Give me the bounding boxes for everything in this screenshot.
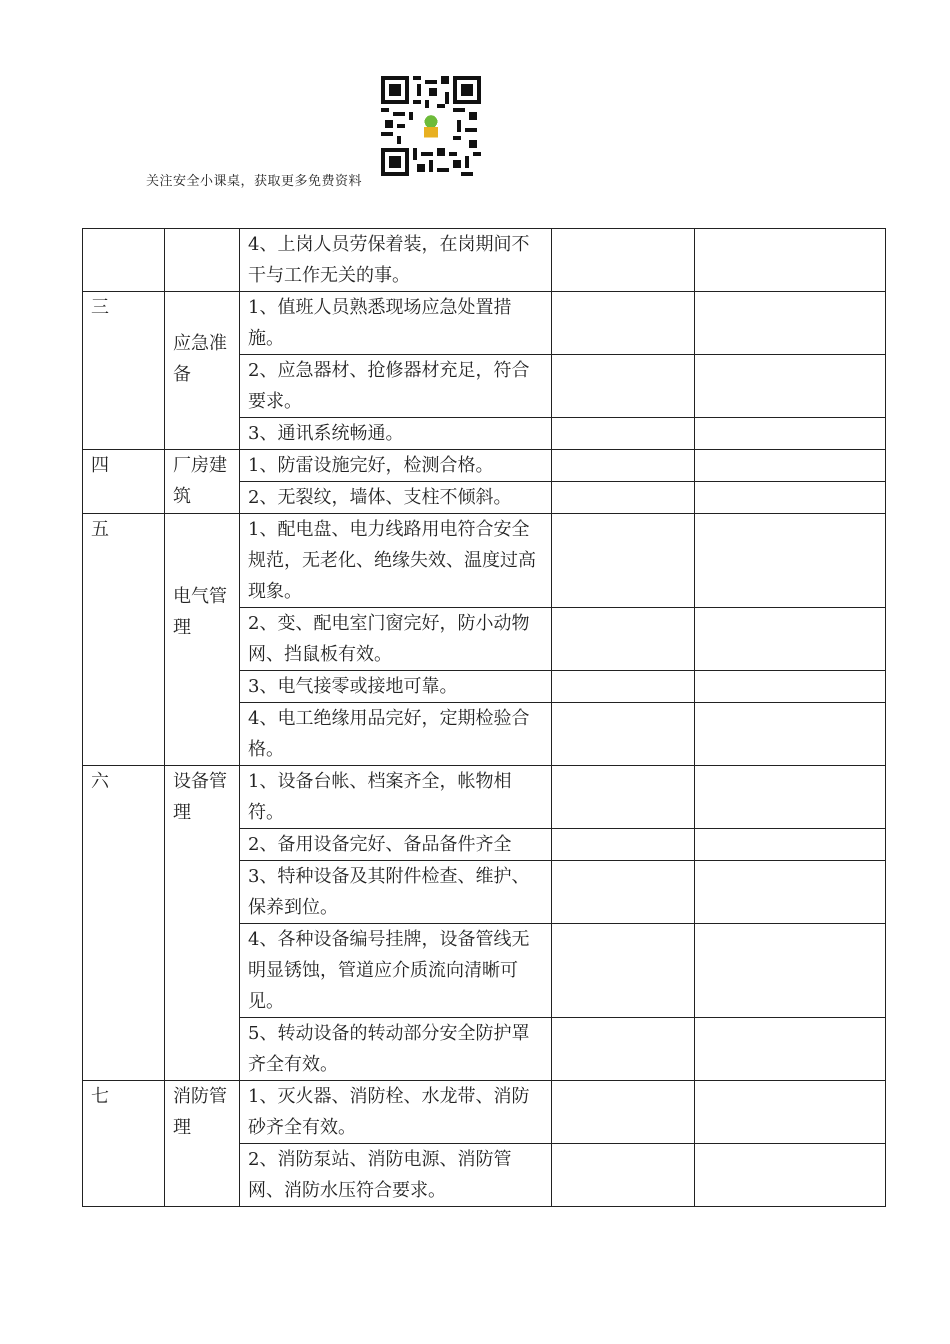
result-cell (552, 1144, 695, 1207)
result-cell (552, 418, 695, 450)
check-item: 1、灭火器、消防栓、水龙带、消防砂齐全有效。 (240, 1081, 552, 1144)
category: 厂房建筑 (165, 450, 240, 514)
check-item: 2、备用设备完好、备品备件齐全 (240, 829, 552, 861)
result-cell (552, 861, 695, 924)
result-cell (552, 608, 695, 671)
result-cell (552, 1018, 695, 1081)
remark-cell (695, 1081, 886, 1144)
row-number: 六 (83, 766, 165, 1081)
check-item: 4、电工绝缘用品完好，定期检验合格。 (240, 703, 552, 766)
check-item: 1、设备台帐、档案齐全，帐物相符。 (240, 766, 552, 829)
result-cell (552, 703, 695, 766)
remark-cell (695, 482, 886, 514)
remark-cell (695, 450, 886, 482)
remark-cell (695, 671, 886, 703)
follow-caption: 关注安全小课桌，获取更多免费资料 (146, 174, 363, 189)
remark-cell (695, 418, 886, 450)
result-cell (552, 292, 695, 355)
row-number (83, 229, 165, 292)
table-row (83, 514, 886, 608)
result-cell (552, 355, 695, 418)
category (165, 229, 240, 292)
check-item: 4、各种设备编号挂牌，设备管线无明显锈蚀，管道应介质流向清晰可见。 (240, 924, 552, 1018)
inspection-table (82, 228, 886, 1207)
category: 消防管理 (165, 1081, 240, 1207)
table-row (83, 1081, 886, 1144)
table-row (83, 229, 886, 292)
remark-cell (695, 514, 886, 608)
category: 设备管理 (165, 766, 240, 1081)
check-item: 1、配电盘、电力线路用电符合安全规范，无老化、绝缘失效、温度过高现象。 (240, 514, 552, 608)
check-item: 3、通讯系统畅通。 (240, 418, 552, 450)
row-number: 四 (83, 450, 165, 514)
result-cell (552, 671, 695, 703)
category: 电气管理 (165, 514, 240, 766)
check-item: 4、上岗人员劳保着装，在岗期间不干与工作无关的事。 (240, 229, 552, 292)
remark-cell (695, 924, 886, 1018)
category: 应急准备 (165, 292, 240, 450)
remark-cell (695, 1144, 886, 1207)
qr-code (381, 76, 481, 176)
table-row (83, 292, 886, 355)
row-number: 三 (83, 292, 165, 450)
result-cell (552, 514, 695, 608)
remark-cell (695, 292, 886, 355)
table-row (83, 450, 886, 482)
result-cell (552, 482, 695, 514)
check-item: 2、应急器材、抢修器材充足，符合要求。 (240, 355, 552, 418)
check-item: 2、变、配电室门窗完好，防小动物网、挡鼠板有效。 (240, 608, 552, 671)
remark-cell (695, 829, 886, 861)
remark-cell (695, 1018, 886, 1081)
remark-cell (695, 703, 886, 766)
check-item: 2、消防泵站、消防电源、消防管网、消防水压符合要求。 (240, 1144, 552, 1207)
row-number: 七 (83, 1081, 165, 1207)
remark-cell (695, 355, 886, 418)
row-number: 五 (83, 514, 165, 766)
result-cell (552, 450, 695, 482)
result-cell (552, 924, 695, 1018)
check-item: 1、防雷设施完好，检测合格。 (240, 450, 552, 482)
check-item: 5、转动设备的转动部分安全防护罩齐全有效。 (240, 1018, 552, 1081)
result-cell (552, 229, 695, 292)
check-item: 3、特种设备及其附件检查、维护、保养到位。 (240, 861, 552, 924)
check-item: 1、值班人员熟悉现场应急处置措施。 (240, 292, 552, 355)
remark-cell (695, 861, 886, 924)
result-cell (552, 1081, 695, 1144)
remark-cell (695, 608, 886, 671)
result-cell (552, 766, 695, 829)
result-cell (552, 829, 695, 861)
remark-cell (695, 766, 886, 829)
table-row (83, 766, 886, 829)
remark-cell (695, 229, 886, 292)
check-item: 3、电气接零或接地可靠。 (240, 671, 552, 703)
check-item: 2、无裂纹，墙体、支柱不倾斜。 (240, 482, 552, 514)
